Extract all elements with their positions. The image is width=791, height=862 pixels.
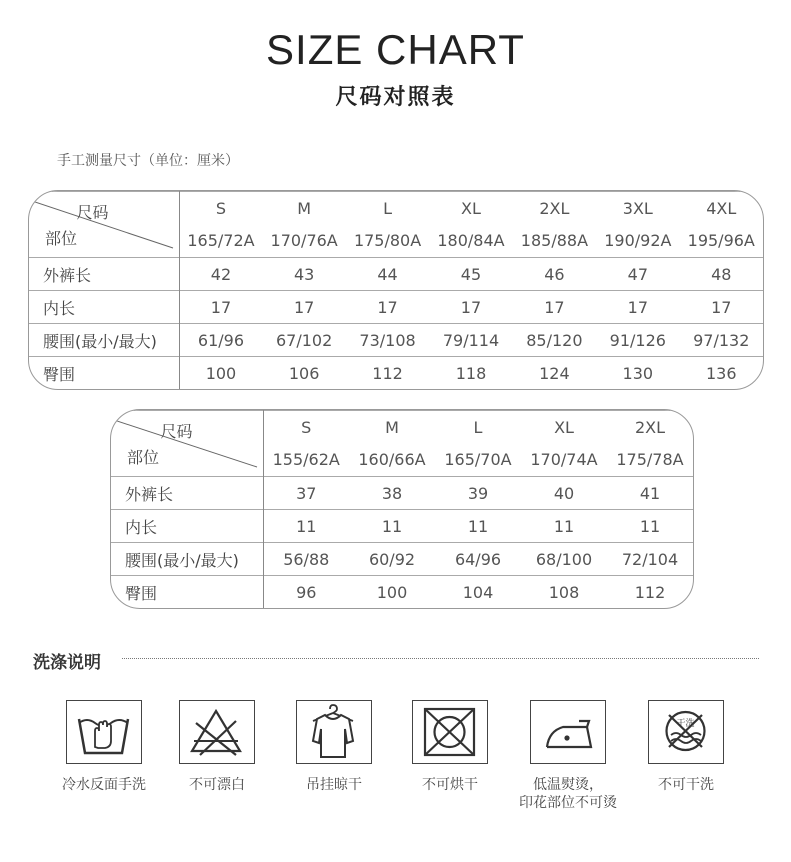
low-iron-icon: [530, 700, 606, 764]
table-row: [111, 576, 693, 608]
table-cell: 46: [513, 258, 596, 291]
size-header-cell: M: [349, 411, 435, 444]
unit-note: 手工测量尺寸（单位：厘米）: [57, 153, 239, 169]
size-header-cell: S: [179, 192, 262, 225]
row-label: 腰围(最小/最大): [29, 324, 179, 357]
table-cell: 17: [429, 291, 512, 324]
size-header-cell: L: [435, 411, 521, 444]
table-cell: 72/104: [607, 543, 693, 576]
table-cell: 100: [349, 576, 435, 608]
table-cell: 85/120: [513, 324, 596, 357]
header-corner-cell: [29, 192, 179, 258]
table-cell: 108: [521, 576, 607, 608]
table-cell: 100: [179, 357, 262, 389]
size-header-cell: XL: [429, 192, 512, 225]
table-row: [111, 543, 693, 576]
page-title: SIZE CHART: [266, 26, 525, 73]
row-label: 内长: [29, 291, 179, 324]
table-cell: 56/88: [263, 543, 349, 576]
size-header-cell: 2XL: [607, 411, 693, 444]
table-cell: 45: [429, 258, 512, 291]
care-item-hand-wash: [44, 700, 164, 794]
table-cell: 118: [429, 357, 512, 389]
table-cell: 96: [263, 576, 349, 608]
row-label: 外裤长: [29, 258, 179, 291]
table-row: [111, 510, 693, 543]
spec-header-cell: 175/80A: [353, 231, 422, 251]
table-cell: 136: [680, 357, 763, 389]
table-cell: 60/92: [349, 543, 435, 576]
table-cell: 67/102: [262, 324, 345, 357]
spec-header-cell: 195/96A: [687, 231, 755, 251]
table-cell: 17: [680, 291, 763, 324]
table-cell: 11: [435, 510, 521, 543]
page-subtitle: 尺码对照表: [335, 85, 456, 110]
header-size-label: 尺码: [160, 422, 193, 441]
table-cell: 64/96: [435, 543, 521, 576]
table-row: [111, 477, 693, 510]
size-header-cell: 2XL: [513, 192, 596, 225]
table-cell: 17: [262, 291, 345, 324]
spec-header-cell: 185/88A: [520, 231, 589, 251]
table-row: [29, 291, 763, 324]
table-cell: 47: [596, 258, 679, 291]
care-label: 吊挂晾干: [306, 777, 362, 793]
table-cell: 61/96: [179, 324, 262, 357]
hang-dry-icon: [296, 700, 372, 764]
table-cell: 79/114: [429, 324, 512, 357]
size-table-small: [110, 409, 694, 609]
spec-header-cell: 175/78A: [616, 450, 684, 470]
care-label: 不可干洗: [658, 777, 714, 793]
header-corner-cell: [111, 411, 263, 477]
table-cell: 73/108: [346, 324, 429, 357]
table-cell: 11: [263, 510, 349, 543]
table-cell: 38: [349, 477, 435, 510]
care-label: 不可漂白: [189, 777, 245, 793]
row-label: 臀围: [29, 357, 179, 389]
header-part-label: 部位: [45, 229, 78, 248]
table-row: [29, 258, 763, 291]
table-cell: 130: [596, 357, 679, 389]
care-heading: 洗涤说明: [33, 653, 101, 673]
care-item-low-iron: [508, 700, 628, 812]
table-cell: 44: [346, 258, 429, 291]
size-header-cell: XL: [521, 411, 607, 444]
table-cell: 17: [513, 291, 596, 324]
row-label: 臀围: [111, 576, 263, 608]
hand-wash-icon: [66, 700, 142, 764]
table-cell: 112: [607, 576, 693, 608]
table-cell: 124: [513, 357, 596, 389]
spec-header-cell: 170/74A: [530, 450, 598, 470]
no-bleach-icon: [179, 700, 255, 764]
table-cell: 11: [607, 510, 693, 543]
header-size-label: 尺码: [76, 203, 109, 222]
spec-header-cell: 155/62A: [272, 450, 340, 470]
table-cell: 37: [263, 477, 349, 510]
table-cell: 106: [262, 357, 345, 389]
dotted-divider: [122, 658, 759, 659]
spec-header-cell: 190/92A: [604, 231, 672, 251]
table-row: [29, 324, 763, 357]
spec-header-cell: 160/66A: [358, 450, 426, 470]
table-cell: 39: [435, 477, 521, 510]
table-cell: 68/100: [521, 543, 607, 576]
table-row: [29, 357, 763, 389]
care-item-no-bleach: [157, 700, 277, 794]
svg-text:干洗: 干洗: [676, 719, 695, 729]
size-header-cell: M: [262, 192, 345, 225]
spec-header-cell: 165/72A: [187, 231, 255, 251]
size-header-cell: L: [346, 192, 429, 225]
row-label: 内长: [111, 510, 263, 543]
table-cell: 17: [596, 291, 679, 324]
care-item-hang-dry: [274, 700, 394, 794]
care-item-no-dry-clean: [626, 700, 746, 794]
no-tumble-dry-icon: [412, 700, 488, 764]
table-cell: 41: [607, 477, 693, 510]
care-label: 冷水反面手洗: [62, 777, 146, 793]
table-cell: 104: [435, 576, 521, 608]
row-label: 外裤长: [111, 477, 263, 510]
spec-header-cell: 165/70A: [444, 450, 512, 470]
table-cell: 42: [179, 258, 262, 291]
size-header-cell: 4XL: [680, 192, 763, 225]
care-label: 低温熨烫， 印花部位不可烫: [519, 777, 617, 811]
table-cell: 48: [680, 258, 763, 291]
no-dry-clean-icon: [648, 700, 724, 764]
care-item-no-tumble-dry: [390, 700, 510, 794]
row-label: 腰围(最小/最大): [111, 543, 263, 576]
table-cell: 43: [262, 258, 345, 291]
spec-header-cell: 170/76A: [270, 231, 338, 251]
table-cell: 11: [349, 510, 435, 543]
header-part-label: 部位: [127, 448, 160, 467]
spec-header-cell: 180/84A: [437, 231, 505, 251]
table-cell: 91/126: [596, 324, 679, 357]
size-table-adult: [28, 190, 764, 390]
care-label: 不可烘干: [422, 777, 478, 793]
table-cell: 17: [179, 291, 262, 324]
table-cell: 112: [346, 357, 429, 389]
table-cell: 40: [521, 477, 607, 510]
table-cell: 17: [346, 291, 429, 324]
table-cell: 11: [521, 510, 607, 543]
size-header-cell: 3XL: [596, 192, 679, 225]
table-cell: 97/132: [680, 324, 763, 357]
size-header-cell: S: [263, 411, 349, 444]
